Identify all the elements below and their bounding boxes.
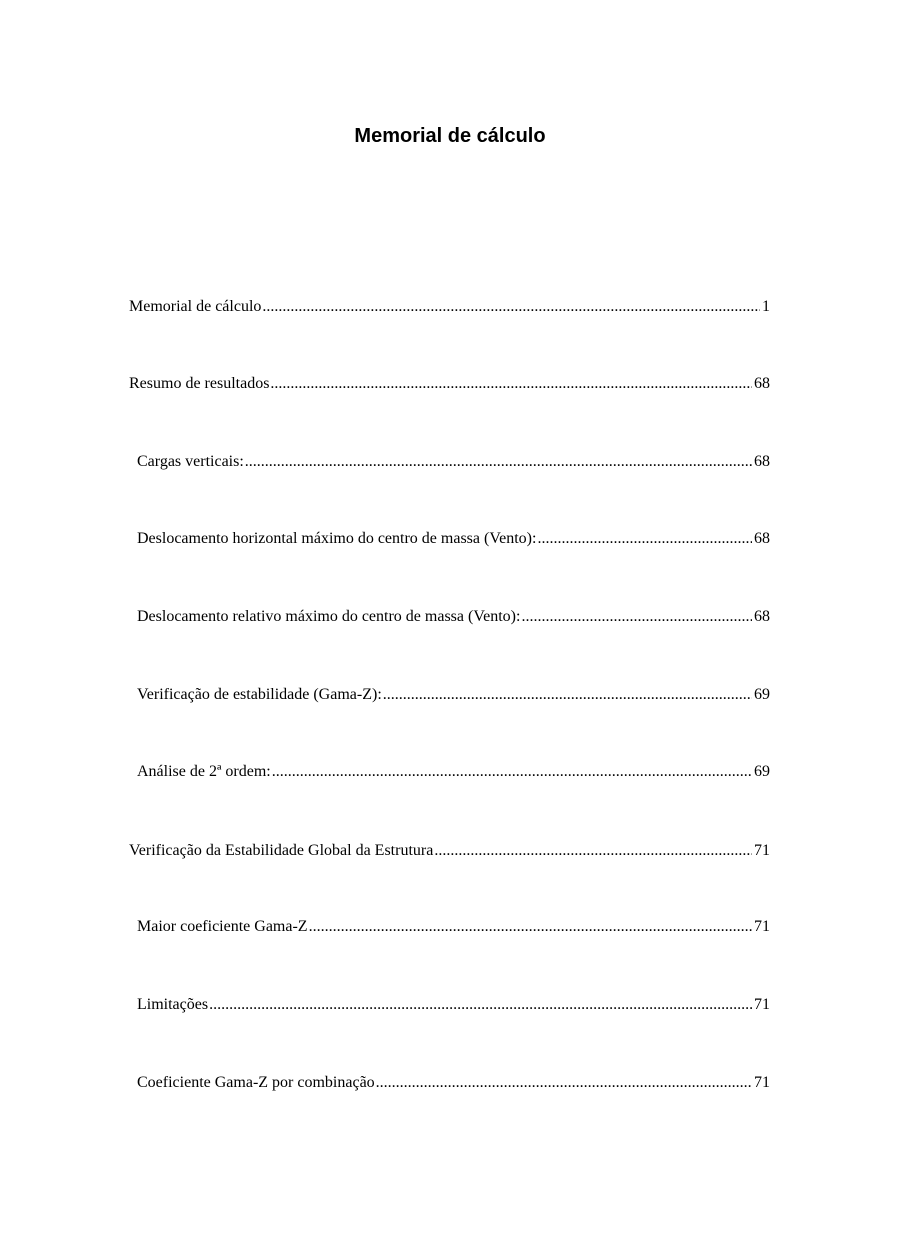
toc-leader-dots bbox=[521, 607, 752, 627]
toc-entry-text: Cargas verticais: bbox=[137, 453, 244, 470]
toc-entry-cargas-verticais[interactable] bbox=[137, 452, 770, 472]
toc-entry-coeficiente-por-combinacao[interactable] bbox=[137, 1073, 770, 1093]
toc-page-number: 69 bbox=[754, 763, 770, 780]
toc-page-number: 69 bbox=[754, 686, 770, 703]
toc-entry-text: Limitações bbox=[137, 996, 209, 1013]
toc-leader-dots bbox=[272, 762, 752, 782]
toc-entry-analise-2a-ordem[interactable] bbox=[137, 762, 770, 782]
toc-entry-text: Verificação da Estabilidade Global da Estrutura bbox=[129, 842, 434, 859]
toc-entry-text: Coeficiente Gama-Z por combinação bbox=[137, 1074, 375, 1091]
toc-entry-memorial-de-calculo[interactable] bbox=[129, 297, 770, 317]
toc-entry-verificacao-estabilidade[interactable] bbox=[137, 685, 770, 705]
toc-page-number: 68 bbox=[754, 608, 770, 625]
toc-page-number: 68 bbox=[754, 375, 770, 392]
toc-entry-resumo-de-resultados[interactable] bbox=[129, 374, 770, 394]
toc-entry-text: Deslocamento relativo máximo do centro de massa (Vento): bbox=[137, 608, 521, 625]
toc-page-number: 71 bbox=[754, 1074, 770, 1091]
toc-page-number: 68 bbox=[754, 453, 770, 470]
toc-entry-text: Memorial de cálculo bbox=[129, 298, 262, 315]
toc-leader-dots bbox=[434, 841, 752, 861]
toc-leader-dots bbox=[309, 917, 752, 937]
toc-page-number: 71 bbox=[754, 996, 770, 1013]
toc-entry-maior-coeficiente[interactable] bbox=[137, 917, 770, 937]
toc-entry-text: Deslocamento horizontal máximo do centro de massa (Vento): bbox=[137, 530, 537, 547]
toc-entry-text: Análise de 2ª ordem: bbox=[137, 763, 271, 780]
document-title: Memorial de cálculo bbox=[354, 125, 546, 147]
toc-entry-text: Maior coeficiente Gama-Z bbox=[137, 918, 308, 935]
toc-entry-deslocamento-horizontal[interactable] bbox=[137, 529, 770, 549]
toc-entry-limitacoes[interactable] bbox=[137, 995, 770, 1015]
toc-leader-dots bbox=[376, 1073, 752, 1093]
toc-leader-dots bbox=[209, 995, 752, 1015]
toc-leader-dots bbox=[537, 529, 752, 549]
toc-page-number: 71 bbox=[754, 842, 770, 859]
toc-entry-deslocamento-relativo[interactable] bbox=[137, 607, 770, 627]
toc-entry-text: Verificação de estabilidade (Gama-Z): bbox=[137, 686, 382, 703]
toc-entry-text: Resumo de resultados bbox=[129, 375, 270, 392]
toc-page-number: 1 bbox=[762, 298, 770, 315]
toc-leader-dots bbox=[262, 297, 760, 317]
toc-leader-dots bbox=[383, 685, 752, 705]
toc-leader-dots bbox=[270, 374, 752, 394]
toc-leader-dots bbox=[245, 452, 752, 472]
toc-page-number: 68 bbox=[754, 530, 770, 547]
toc-entry-estabilidade-global[interactable] bbox=[129, 841, 770, 861]
toc-page-number: 71 bbox=[754, 918, 770, 935]
